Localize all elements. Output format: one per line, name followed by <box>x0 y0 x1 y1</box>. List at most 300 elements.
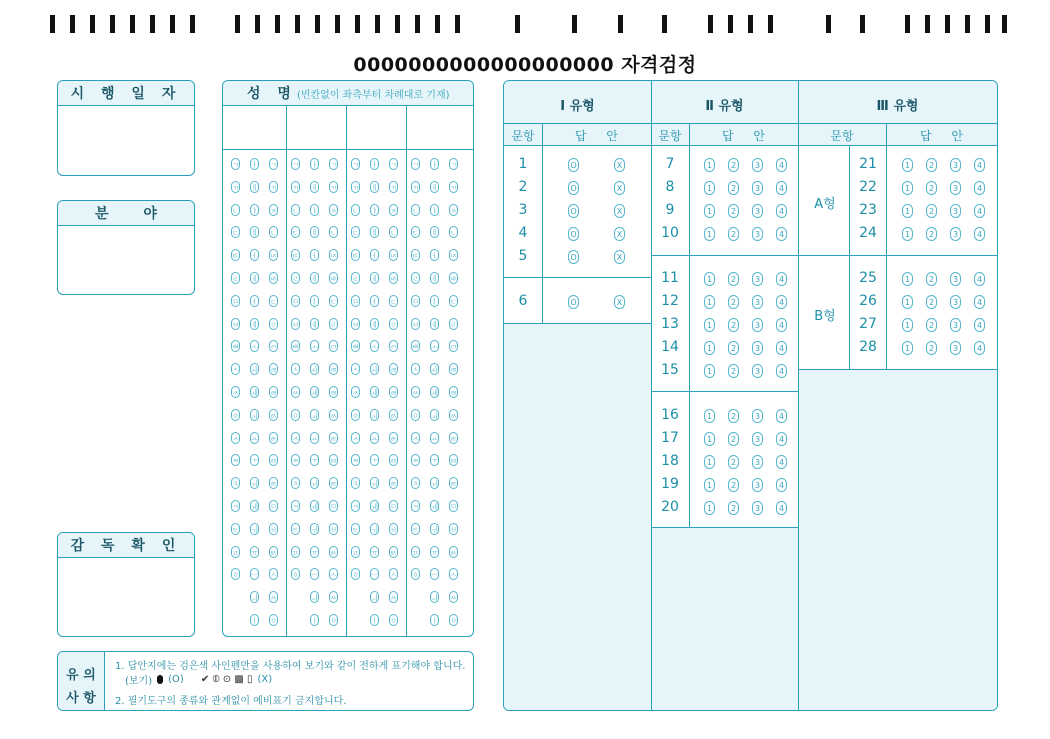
name-bubble[interactable]: ㅕ <box>250 295 259 307</box>
answer-bubble[interactable]: 1 <box>704 272 715 286</box>
name-bubble[interactable]: ㅌ <box>411 523 420 535</box>
name-bubble[interactable]: ㅑ <box>310 204 319 216</box>
name-bubble[interactable]: ㄼ <box>449 386 458 398</box>
name-bubble[interactable]: ㅃ <box>291 340 300 352</box>
answer-bubble[interactable]: 4 <box>776 181 787 195</box>
name-bubble[interactable]: ㅘ <box>250 363 259 375</box>
name-bubble[interactable]: ㅓ <box>370 249 379 261</box>
name-bubble[interactable]: ㄼ <box>269 386 278 398</box>
name-bubble[interactable]: ㅁ <box>329 500 338 512</box>
name-bubble[interactable]: ㅊ <box>291 477 300 489</box>
name-bubble[interactable]: ㅂ <box>389 523 398 535</box>
name-bubble[interactable]: ㄺ <box>449 340 458 352</box>
name-bubble[interactable]: ㄹ <box>351 272 360 284</box>
answer-bubble[interactable]: 4 <box>776 501 787 515</box>
name-bubble[interactable]: ㅅ <box>449 568 458 580</box>
name-bubble[interactable]: ㅣ <box>310 614 319 626</box>
name-bubble[interactable]: ㄼ <box>329 386 338 398</box>
name-bubble[interactable]: ㄼ <box>389 386 398 398</box>
name-bubble[interactable]: ㄷ <box>269 295 278 307</box>
name-bubble[interactable]: ㄶ <box>389 272 398 284</box>
answer-bubble[interactable]: 2 <box>728 501 739 515</box>
answer-bubble[interactable]: 3 <box>752 295 763 309</box>
name-bubble[interactable]: ㅛ <box>430 432 439 444</box>
name-bubble[interactable]: ㅜ <box>250 454 259 466</box>
answer-bubble[interactable]: 3 <box>950 204 961 218</box>
name-bubble[interactable]: ㄵ <box>329 249 338 261</box>
name-bubble[interactable]: ㅂ <box>351 318 360 330</box>
name-bubble[interactable]: ㄾ <box>449 432 458 444</box>
answer-bubble[interactable]: 1 <box>902 272 913 286</box>
name-bubble[interactable]: ㅘ <box>310 363 319 375</box>
name-bubble[interactable]: ㅇ <box>231 409 240 421</box>
answer-bubble[interactable]: 1 <box>902 341 913 355</box>
answer-bubble[interactable]: 1 <box>704 478 715 492</box>
answer-bubble[interactable]: 4 <box>776 364 787 378</box>
name-bubble[interactable]: ㅋ <box>411 500 420 512</box>
name-bubble[interactable]: ㄷ <box>351 226 360 238</box>
answer-bubble[interactable]: 3 <box>950 318 961 332</box>
name-bubble[interactable]: ㅙ <box>430 386 439 398</box>
answer-bubble[interactable]: 3 <box>752 181 763 195</box>
answer-bubble[interactable]: 1 <box>704 318 715 332</box>
name-bubble[interactable]: ㅙ <box>250 386 259 398</box>
name-bubble[interactable]: ㅐ <box>430 181 439 193</box>
name-bubble[interactable]: ㅗ <box>370 340 379 352</box>
name-bubble[interactable]: ㄹ <box>411 272 420 284</box>
name-bubble[interactable]: ㅝ <box>250 477 259 489</box>
answer-bubble[interactable]: 2 <box>728 341 739 355</box>
answer-bubble[interactable]: 2 <box>728 295 739 309</box>
name-bubble[interactable]: ㄴ <box>389 226 398 238</box>
name-bubble[interactable]: ㅈ <box>231 432 240 444</box>
answer-bubble[interactable]: 3 <box>950 181 961 195</box>
name-bubble[interactable]: ㅏ <box>370 158 379 170</box>
answer-bubble[interactable]: 2 <box>926 341 937 355</box>
answer-bubble[interactable]: 2 <box>926 204 937 218</box>
answer-bubble[interactable]: 3 <box>752 272 763 286</box>
name-bubble[interactable]: ㅀ <box>449 477 458 489</box>
name-bubble[interactable]: ㄴ <box>231 204 240 216</box>
answer-bubble[interactable]: X <box>614 181 625 195</box>
name-bubble[interactable]: ㅇ <box>269 614 278 626</box>
answer-bubble[interactable]: 3 <box>950 158 961 172</box>
name-bubble[interactable]: ㄵ <box>449 249 458 261</box>
name-bubble[interactable]: ㄹ <box>389 318 398 330</box>
name-bubble[interactable]: ㅐ <box>370 181 379 193</box>
answer-bubble[interactable]: X <box>614 227 625 241</box>
name-bubble[interactable]: ㅍ <box>351 546 360 558</box>
name-bubble[interactable]: ㄹ <box>291 272 300 284</box>
name-bubble[interactable]: ㄿ <box>329 454 338 466</box>
name-bubble[interactable]: ㄵ <box>269 249 278 261</box>
exam-date-box[interactable] <box>57 80 195 176</box>
answer-bubble[interactable]: O <box>568 227 579 241</box>
answer-bubble[interactable]: 3 <box>752 227 763 241</box>
name-bubble[interactable]: ㅎ <box>231 568 240 580</box>
name-bubble[interactable]: ㅎ <box>411 568 420 580</box>
name-bubble[interactable]: ㅁ <box>291 295 300 307</box>
name-bubble[interactable]: ㅉ <box>411 454 420 466</box>
name-bubble[interactable]: ㄲ <box>449 181 458 193</box>
name-bubble[interactable]: ㅖ <box>310 318 319 330</box>
name-bubble[interactable]: ㅝ <box>310 477 319 489</box>
answer-bubble[interactable]: 4 <box>776 204 787 218</box>
answer-bubble[interactable]: 3 <box>752 158 763 172</box>
name-bubble[interactable]: ㄳ <box>329 204 338 216</box>
name-bubble[interactable]: ㅣ <box>370 614 379 626</box>
name-bubble[interactable]: ㅡ <box>250 568 259 580</box>
name-bubble[interactable]: ㄲ <box>351 181 360 193</box>
name-bubble[interactable]: ㄵ <box>389 249 398 261</box>
name-bubble[interactable]: ㅜ <box>310 454 319 466</box>
answer-bubble[interactable]: 3 <box>752 318 763 332</box>
name-bubble[interactable]: ㅕ <box>430 295 439 307</box>
name-bubble[interactable]: ㅍ <box>411 546 420 558</box>
name-bubble[interactable]: ㅚ <box>370 409 379 421</box>
name-bubble[interactable]: ㅓ <box>430 249 439 261</box>
name-bubble[interactable]: ㅒ <box>370 226 379 238</box>
name-bubble[interactable]: ㅆ <box>329 591 338 603</box>
answer-bubble[interactable]: 4 <box>776 455 787 469</box>
name-bubble[interactable]: ㄳ <box>269 204 278 216</box>
answer-bubble[interactable]: 2 <box>728 478 739 492</box>
name-bubble[interactable]: ㅠ <box>250 546 259 558</box>
answer-bubble[interactable]: 1 <box>902 181 913 195</box>
name-bubble[interactable]: ㅆ <box>351 386 360 398</box>
name-bubble[interactable]: ㅇ <box>351 409 360 421</box>
name-bubble[interactable]: ㄺ <box>269 340 278 352</box>
name-bubble[interactable]: ㅏ <box>430 158 439 170</box>
answer-bubble[interactable]: X <box>614 204 625 218</box>
answer-bubble[interactable]: 2 <box>926 158 937 172</box>
answer-bubble[interactable]: 2 <box>728 318 739 332</box>
name-bubble[interactable]: ㅟ <box>250 523 259 535</box>
answer-bubble[interactable]: X <box>614 158 625 172</box>
name-bubble[interactable]: ㄸ <box>231 249 240 261</box>
name-bubble[interactable]: ㅃ <box>411 340 420 352</box>
answer-bubble[interactable]: 1 <box>704 364 715 378</box>
answer-bubble[interactable]: 2 <box>728 409 739 423</box>
name-bubble[interactable]: ㅆ <box>231 386 240 398</box>
name-bubble[interactable]: ㅊ <box>411 477 420 489</box>
answer-bubble[interactable]: 3 <box>950 341 961 355</box>
name-bubble[interactable]: ㅅ <box>389 568 398 580</box>
answer-bubble[interactable]: 4 <box>776 272 787 286</box>
name-bubble[interactable]: ㄻ <box>449 363 458 375</box>
name-bubble[interactable]: ㅙ <box>370 386 379 398</box>
name-bubble[interactable]: ㅗ <box>310 340 319 352</box>
name-bubble[interactable]: ㅌ <box>291 523 300 535</box>
answer-bubble[interactable]: 3 <box>752 341 763 355</box>
name-bubble[interactable]: ㄽ <box>449 409 458 421</box>
name-bubble[interactable]: ㄷ <box>411 226 420 238</box>
answer-bubble[interactable]: 1 <box>902 295 913 309</box>
name-bubble[interactable]: ㅘ <box>370 363 379 375</box>
name-bubble[interactable]: ㅠ <box>310 546 319 558</box>
answer-bubble[interactable]: 2 <box>926 227 937 241</box>
name-bubble[interactable]: ㄹ <box>329 318 338 330</box>
name-bubble[interactable]: ㅖ <box>370 318 379 330</box>
answer-bubble[interactable]: 4 <box>776 295 787 309</box>
answer-bubble[interactable]: 1 <box>704 432 715 446</box>
name-bubble[interactable]: ㅕ <box>370 295 379 307</box>
name-bubble[interactable]: ㅅ <box>269 568 278 580</box>
name-bubble[interactable]: ㅈ <box>291 432 300 444</box>
answer-bubble[interactable]: 1 <box>704 181 715 195</box>
name-bubble[interactable]: ㄾ <box>329 432 338 444</box>
name-bubble[interactable]: ㄱ <box>351 158 360 170</box>
name-bubble[interactable]: ㄷ <box>389 295 398 307</box>
name-bubble[interactable]: ㅒ <box>430 226 439 238</box>
name-bubble[interactable]: ㅂ <box>231 318 240 330</box>
name-bubble[interactable]: ㅌ <box>351 523 360 535</box>
name-bubble[interactable]: ㄱ <box>329 158 338 170</box>
name-bubble[interactable]: ㅓ <box>250 249 259 261</box>
name-bubble[interactable]: ㅀ <box>329 477 338 489</box>
name-bubble[interactable]: ㄽ <box>389 409 398 421</box>
supervisor-box[interactable] <box>57 532 195 637</box>
name-bubble[interactable]: ㅇ <box>389 614 398 626</box>
name-bubble[interactable]: ㅄ <box>329 546 338 558</box>
answer-bubble[interactable]: 1 <box>704 204 715 218</box>
name-bubble[interactable]: ㄲ <box>389 181 398 193</box>
answer-box[interactable] <box>503 80 998 711</box>
name-bubble[interactable]: ㅅ <box>231 363 240 375</box>
name-bubble[interactable]: ㅆ <box>389 591 398 603</box>
name-bubble[interactable]: ㅇ <box>411 409 420 421</box>
name-bubble[interactable]: ㅈ <box>411 432 420 444</box>
name-bubble[interactable]: ㅎ <box>351 568 360 580</box>
name-bubble[interactable]: ㅈ <box>351 432 360 444</box>
answer-bubble[interactable]: 2 <box>728 272 739 286</box>
name-bubble[interactable]: ㄺ <box>389 340 398 352</box>
name-bubble[interactable]: ㄻ <box>269 363 278 375</box>
name-bubble[interactable]: ㅋ <box>231 500 240 512</box>
name-bubble[interactable]: ㄺ <box>329 340 338 352</box>
name-bubble[interactable]: ㅏ <box>310 158 319 170</box>
name-bubble[interactable]: ㅑ <box>250 204 259 216</box>
name-bubble[interactable]: ㅢ <box>250 591 259 603</box>
answer-bubble[interactable]: 4 <box>974 295 985 309</box>
answer-bubble[interactable]: 1 <box>704 501 715 515</box>
name-bubble[interactable]: ㅇ <box>329 614 338 626</box>
name-bubble[interactable]: ㅣ <box>430 614 439 626</box>
name-bubble[interactable]: ㅞ <box>430 500 439 512</box>
name-bubble[interactable]: ㅔ <box>370 272 379 284</box>
name-bubble[interactable]: ㄲ <box>269 181 278 193</box>
name-bubble[interactable]: ㅑ <box>370 204 379 216</box>
answer-bubble[interactable]: 2 <box>926 295 937 309</box>
name-bubble[interactable]: ㄱ <box>269 158 278 170</box>
answer-bubble[interactable]: 2 <box>728 455 739 469</box>
name-bubble[interactable]: ㅔ <box>430 272 439 284</box>
name-bubble[interactable]: ㅒ <box>250 226 259 238</box>
name-bubble[interactable]: ㅚ <box>430 409 439 421</box>
name-bubble[interactable]: ㅋ <box>291 500 300 512</box>
name-bubble[interactable]: ㅐ <box>310 181 319 193</box>
answer-bubble[interactable]: 1 <box>902 227 913 241</box>
name-bubble[interactable]: ㅂ <box>291 318 300 330</box>
answer-bubble[interactable]: 4 <box>776 341 787 355</box>
answer-bubble[interactable]: X <box>614 250 625 264</box>
name-bubble[interactable]: ㅅ <box>351 363 360 375</box>
name-bubble[interactable]: ㅆ <box>449 591 458 603</box>
name-bubble[interactable]: ㅍ <box>231 546 240 558</box>
name-bubble[interactable]: ㄱ <box>291 158 300 170</box>
answer-bubble[interactable]: X <box>614 295 625 309</box>
name-bubble[interactable]: ㄽ <box>269 409 278 421</box>
name-bubble[interactable]: ㄹ <box>449 318 458 330</box>
name-bubble[interactable]: ㅀ <box>389 477 398 489</box>
answer-bubble[interactable]: 4 <box>974 181 985 195</box>
answer-bubble[interactable]: 4 <box>776 318 787 332</box>
name-bubble[interactable]: ㅇ <box>291 409 300 421</box>
answer-bubble[interactable]: 4 <box>974 204 985 218</box>
answer-bubble[interactable]: 3 <box>950 227 961 241</box>
name-bubble[interactable]: ㄷ <box>449 295 458 307</box>
name-bubble[interactable]: ㄶ <box>269 272 278 284</box>
name-bubble[interactable]: ㄸ <box>291 249 300 261</box>
name-bubble[interactable]: ㄱ <box>231 158 240 170</box>
name-bubble[interactable]: ㅎ <box>291 568 300 580</box>
name-bubble[interactable]: ㄱ <box>411 158 420 170</box>
name-bubble[interactable]: ㅜ <box>370 454 379 466</box>
answer-bubble[interactable]: 4 <box>776 227 787 241</box>
name-bubble[interactable]: ㄸ <box>351 249 360 261</box>
name-bubble[interactable]: ㅜ <box>430 454 439 466</box>
name-bubble[interactable]: ㄲ <box>231 181 240 193</box>
name-bubble[interactable]: ㅣ <box>250 614 259 626</box>
name-bubble[interactable]: ㄱ <box>389 158 398 170</box>
name-bubble[interactable]: ㅗ <box>430 340 439 352</box>
name-bubble[interactable]: ㅆ <box>411 386 420 398</box>
answer-bubble[interactable]: 4 <box>776 432 787 446</box>
name-bubble[interactable]: ㅃ <box>231 340 240 352</box>
name-bubble[interactable]: ㅢ <box>310 591 319 603</box>
answer-bubble[interactable]: 1 <box>902 204 913 218</box>
name-bubble[interactable]: ㅁ <box>449 500 458 512</box>
answer-bubble[interactable]: 4 <box>974 341 985 355</box>
name-bubble[interactable]: ㅐ <box>250 181 259 193</box>
name-bubble[interactable]: ㄱ <box>449 158 458 170</box>
name-bubble[interactable]: ㄲ <box>329 181 338 193</box>
name-bubble[interactable]: ㅁ <box>231 295 240 307</box>
name-bubble[interactable]: ㅠ <box>430 546 439 558</box>
name-bubble[interactable]: ㅉ <box>351 454 360 466</box>
answer-bubble[interactable]: 4 <box>776 478 787 492</box>
name-bubble[interactable]: ㄻ <box>329 363 338 375</box>
name-bubble[interactable]: ㅒ <box>310 226 319 238</box>
name-bubble[interactable]: ㅁ <box>411 295 420 307</box>
name-bubble[interactable]: ㄴ <box>329 226 338 238</box>
name-bubble[interactable]: ㄾ <box>389 432 398 444</box>
answer-bubble[interactable]: 1 <box>704 341 715 355</box>
name-bubble[interactable]: ㄶ <box>449 272 458 284</box>
answer-bubble[interactable]: 1 <box>704 409 715 423</box>
name-bubble[interactable]: ㄷ <box>231 226 240 238</box>
name-bubble[interactable]: ㄻ <box>389 363 398 375</box>
answer-bubble[interactable]: 2 <box>728 204 739 218</box>
name-bubble[interactable]: ㅛ <box>370 432 379 444</box>
answer-bubble[interactable]: 2 <box>728 227 739 241</box>
name-bubble[interactable]: ㄲ <box>291 181 300 193</box>
answer-bubble[interactable]: 1 <box>704 455 715 469</box>
name-bubble[interactable]: ㅋ <box>351 500 360 512</box>
answer-bubble[interactable]: 4 <box>776 158 787 172</box>
answer-bubble[interactable]: 1 <box>704 158 715 172</box>
name-bubble[interactable]: ㅚ <box>310 409 319 421</box>
answer-bubble[interactable]: 4 <box>974 272 985 286</box>
name-bubble[interactable]: ㅉ <box>231 454 240 466</box>
name-bubble[interactable]: ㅏ <box>250 158 259 170</box>
name-bubble[interactable]: ㅁ <box>269 500 278 512</box>
name-bubble[interactable]: ㅂ <box>449 523 458 535</box>
name-bubble[interactable]: ㄷ <box>329 295 338 307</box>
name-bubble[interactable]: ㅢ <box>430 591 439 603</box>
name-bubble[interactable]: ㅔ <box>250 272 259 284</box>
name-bubble[interactable]: ㅚ <box>250 409 259 421</box>
name-bubble[interactable]: ㅟ <box>430 523 439 535</box>
answer-bubble[interactable]: 3 <box>752 409 763 423</box>
name-bubble[interactable]: ㅓ <box>310 249 319 261</box>
name-bubble[interactable]: ㅅ <box>411 363 420 375</box>
answer-bubble[interactable]: 3 <box>752 364 763 378</box>
answer-bubble[interactable]: 2 <box>728 181 739 195</box>
answer-bubble[interactable]: 1 <box>704 295 715 309</box>
name-bubble[interactable]: ㅡ <box>310 568 319 580</box>
answer-bubble[interactable]: O <box>568 181 579 195</box>
answer-bubble[interactable]: 3 <box>752 478 763 492</box>
name-bubble[interactable]: ㅁ <box>389 500 398 512</box>
name-bubble[interactable]: ㅛ <box>310 432 319 444</box>
answer-bubble[interactable]: 1 <box>704 227 715 241</box>
name-bubble[interactable]: ㄷ <box>291 226 300 238</box>
name-bubble[interactable]: ㅘ <box>430 363 439 375</box>
answer-bubble[interactable]: 1 <box>902 318 913 332</box>
answer-bubble[interactable]: O <box>568 250 579 264</box>
answer-bubble[interactable]: O <box>568 158 579 172</box>
answer-bubble[interactable]: 4 <box>974 158 985 172</box>
name-bubble[interactable]: ㅅ <box>291 363 300 375</box>
name-bubble[interactable]: ㅀ <box>269 477 278 489</box>
answer-bubble[interactable]: 2 <box>728 432 739 446</box>
answer-bubble[interactable]: 2 <box>926 272 937 286</box>
answer-bubble[interactable]: 3 <box>950 272 961 286</box>
answer-bubble[interactable]: 1 <box>902 158 913 172</box>
answer-bubble[interactable]: O <box>568 295 579 309</box>
answer-bubble[interactable]: 3 <box>752 432 763 446</box>
answer-bubble[interactable]: 4 <box>974 227 985 241</box>
name-bubble[interactable]: ㄶ <box>329 272 338 284</box>
name-bubble[interactable]: ㅂ <box>411 318 420 330</box>
name-bubble[interactable]: ㄿ <box>389 454 398 466</box>
name-bubble[interactable]: ㅁ <box>351 295 360 307</box>
name-bubble[interactable]: ㅗ <box>250 340 259 352</box>
name-bubble[interactable]: ㅖ <box>250 318 259 330</box>
name-box[interactable] <box>222 80 474 637</box>
name-bubble[interactable]: ㅆ <box>269 591 278 603</box>
name-bubble[interactable]: ㅡ <box>430 568 439 580</box>
name-bubble[interactable]: ㅞ <box>250 500 259 512</box>
name-bubble[interactable]: ㅝ <box>430 477 439 489</box>
answer-bubble[interactable]: 4 <box>776 409 787 423</box>
name-bubble[interactable]: ㅞ <box>370 500 379 512</box>
answer-bubble[interactable]: 4 <box>974 318 985 332</box>
answer-bubble[interactable]: 2 <box>926 318 937 332</box>
name-bubble[interactable]: ㅑ <box>430 204 439 216</box>
answer-bubble[interactable]: 3 <box>752 455 763 469</box>
